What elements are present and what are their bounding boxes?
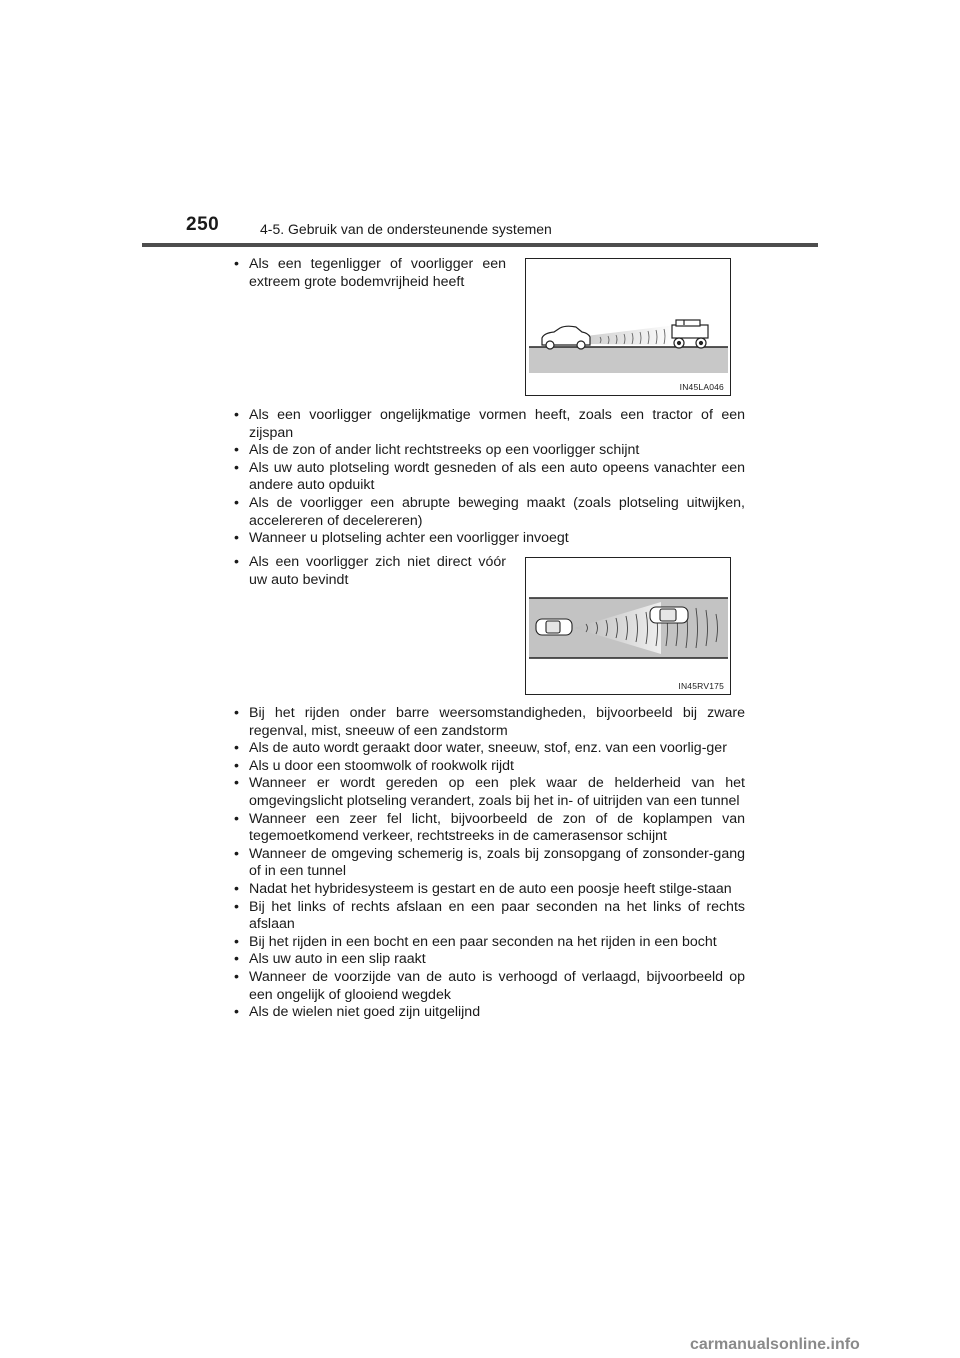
list-item: • Bij het links of rechts afslaan en een paar seconden na het links of rechts afslaan	[229, 899, 745, 934]
header-rule	[142, 243, 818, 247]
list-item: • Als u door een stoomwolk of rookwolk rijdt	[229, 758, 745, 776]
car-following-high-clearance-vehicle-icon	[526, 259, 732, 397]
bullet-list-d	[229, 705, 745, 1022]
list-item: • Als de voorligger een abrupte beweging maakt (zoals plotseling uitwijken, accelereren of decelereren)	[229, 495, 745, 530]
list-item: • Wanneer u plotseling achter een voorligger invoegt	[229, 530, 745, 548]
list-item: • Wanneer de omgeving schemerig is, zoals bij zonsopgang of zonsonder-gang of in een tunnel	[229, 846, 745, 881]
list-item: • Als een voorligger zich niet direct vóór uw auto bevindt	[229, 554, 506, 589]
list-item: • Als de zon of ander licht rechtstreeks op een voorligger schijnt	[229, 442, 745, 460]
list-item: • Als uw auto plotseling wordt gesneden of als een auto opeens vanachter een andere auto opduikt	[229, 460, 745, 495]
list-item: • Wanneer er wordt gereden op een plek waar de helderheid van het omgevingslicht plotseling verandert, zoals bij het in- of uitrijden van een tunnel	[229, 775, 745, 810]
list-item: • Wanneer een zeer fel licht, bijvoorbeeld de zon of de koplampen van tegemoetkomend verkeer, rechtstreeks in de camerasensor schijnt	[229, 811, 745, 846]
watermark: carmanualsonline.info	[690, 1336, 860, 1353]
bullet-list-b	[229, 407, 745, 548]
figure-high-clearance	[525, 258, 731, 396]
section-title: 4-5. Gebruik van de ondersteunende systemen	[260, 221, 552, 237]
list-item: • Als een voorligger ongelijkmatige vormen heeft, zoals een tractor of een zijspan	[229, 407, 745, 442]
page-number: 250	[186, 214, 220, 235]
car-offset-vehicle-icon	[526, 558, 732, 696]
list-item: • Als een tegenligger of voorligger een extreem grote bodemvrijheid heeft	[229, 256, 506, 291]
list-item: • Als de wielen niet goed zijn uitgelijnd	[229, 1004, 745, 1022]
figure-code: IN45RV175	[678, 681, 724, 691]
figure-offset-vehicle	[525, 557, 731, 695]
figure-code: IN45LA046	[679, 382, 724, 392]
list-item: • Bij het rijden in een bocht en een paar seconden na het rijden in een bocht	[229, 934, 745, 952]
list-item: • Wanneer de voorzijde van de auto is verhoogd of verlaagd, bijvoorbeeld op een ongelijk of glooiend wegdek	[229, 969, 745, 1004]
list-item: • Als de auto wordt geraakt door water, sneeuw, stof, enz. van een voorlig-ger	[229, 740, 745, 758]
list-item: • Bij het rijden onder barre weersomstandigheden, bijvoorbeeld bij zware regenval, mist, sneeuw of een zandstorm	[229, 705, 745, 740]
bullet-list-c	[229, 554, 506, 589]
bullet-list-a	[229, 256, 506, 291]
list-item: • Als uw auto in een slip raakt	[229, 951, 745, 969]
list-item: • Nadat het hybridesysteem is gestart en de auto een poosje heeft stilge-staan	[229, 881, 745, 899]
